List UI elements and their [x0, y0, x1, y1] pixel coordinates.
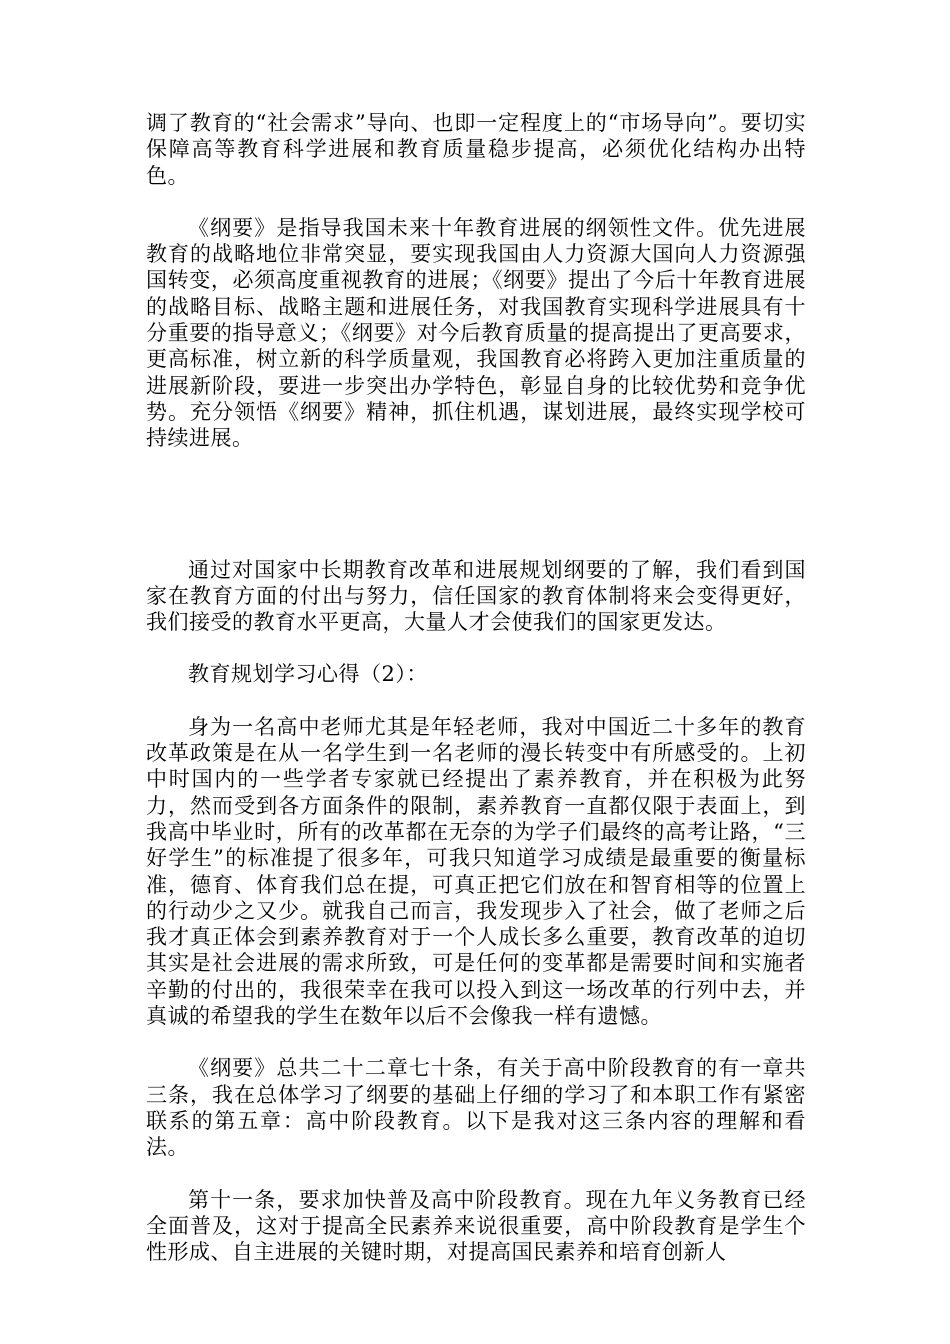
paragraph-spacer [146, 1161, 806, 1187]
paragraph-teacher-reflection: 身为一名高中老师尤其是年轻老师，我对中国近二十多年的教育改革政策是在从一名学生到一名老师的漫长转变中有所感受的。上初中时国内的一些学者专家就已经提出了素养教育，并在积极为此努力，然而受到各方面条件的限制，素养教育一直都仅限于表面上，到我高中毕业时，所有的改革都在无奈的为学子们最终的高考让路，“三好学生”的标准提了很多年，可我只知道学习成绩是最重要的衡量标准，德育、体育我们总在提，可真正把它们放在和智育相等的位置上的行动少之又少。就我自己而言，我发现步入了社会，做了老师之后我才真正体会到素养教育对于一个人成长多么重要，教育改革的迫切其实是社会进展的需求所致，可是任何的变革都是需要时间和实施者辛勤的付出的，我很荣幸在我可以投入到这一场改革的行列中去，并真诚的希望我的学生在数年以后不会像我一样有遗憾。 [146, 714, 806, 1029]
section-heading: 教育规划学习心得（2）： [188, 662, 428, 687]
paragraph-outline-significance: 《纲要》是指导我国未来十年教育进展的纲领性文件。优先进展教育的战略地位非常突显，要实现我国由人力资源大国向人力资源强国转变，必须高度重视教育的进展；《纲要》提出了今后十年教育进展的战略目标、战略主题和进展任务，对我国教育实现科学进展具有十分重要的指导意义；《纲要》对今后教育质量的提高提出了更高要求，更高标准，树立新的科学质量观，我国教育必将跨入更加注重质量的进展新阶段，要进一步突出办学特色，彰显自身的比较优势和竞争优势。充分领悟《纲要》精神，抓住机遇，谋划进展，最终实现学校可持续进展。 [146, 215, 806, 451]
paragraph-conclusion: 通过对国家中长期教育改革和进展规划纲要的了解，我们看到国家在教育方面的付出与努力，信任国家的教育体制将来会变得更好，我们接受的教育水平更高，大量人才会使我们的国家更发达。 [146, 557, 806, 635]
paragraph-spacer [146, 189, 806, 215]
paragraph-spacer [146, 1029, 806, 1055]
paragraph-article-eleven: 第十一条，要求加快普及高中阶段教育。现在九年义务教育已经全面普及，这对于提高全民素养来说很重要，高中阶段教育是学生个性形成、自主进展的关键时期，对提高国民素养和培育创新人 [146, 1187, 806, 1265]
document-body [146, 110, 806, 1265]
paragraph-outline-structure: 《纲要》总共二十二章七十条，有关于高中阶段教育的有一章共三条，我在总体学习了纲要的基础上仔细的学习了和本职工作有紧密联系的第五章：高中阶段教育。以下是我对这三条内容的理解和看法。 [146, 1056, 806, 1160]
section-spacer [146, 452, 806, 557]
paragraph-spacer [146, 635, 806, 661]
paragraph-continuation: 调了教育的“社会需求”导向、也即一定程度上的“市场导向”。要切实保障高等教育科学进展和教育质量稳步提高，必须优化结构办出特色。 [146, 111, 806, 188]
paragraph-spacer [146, 688, 806, 714]
